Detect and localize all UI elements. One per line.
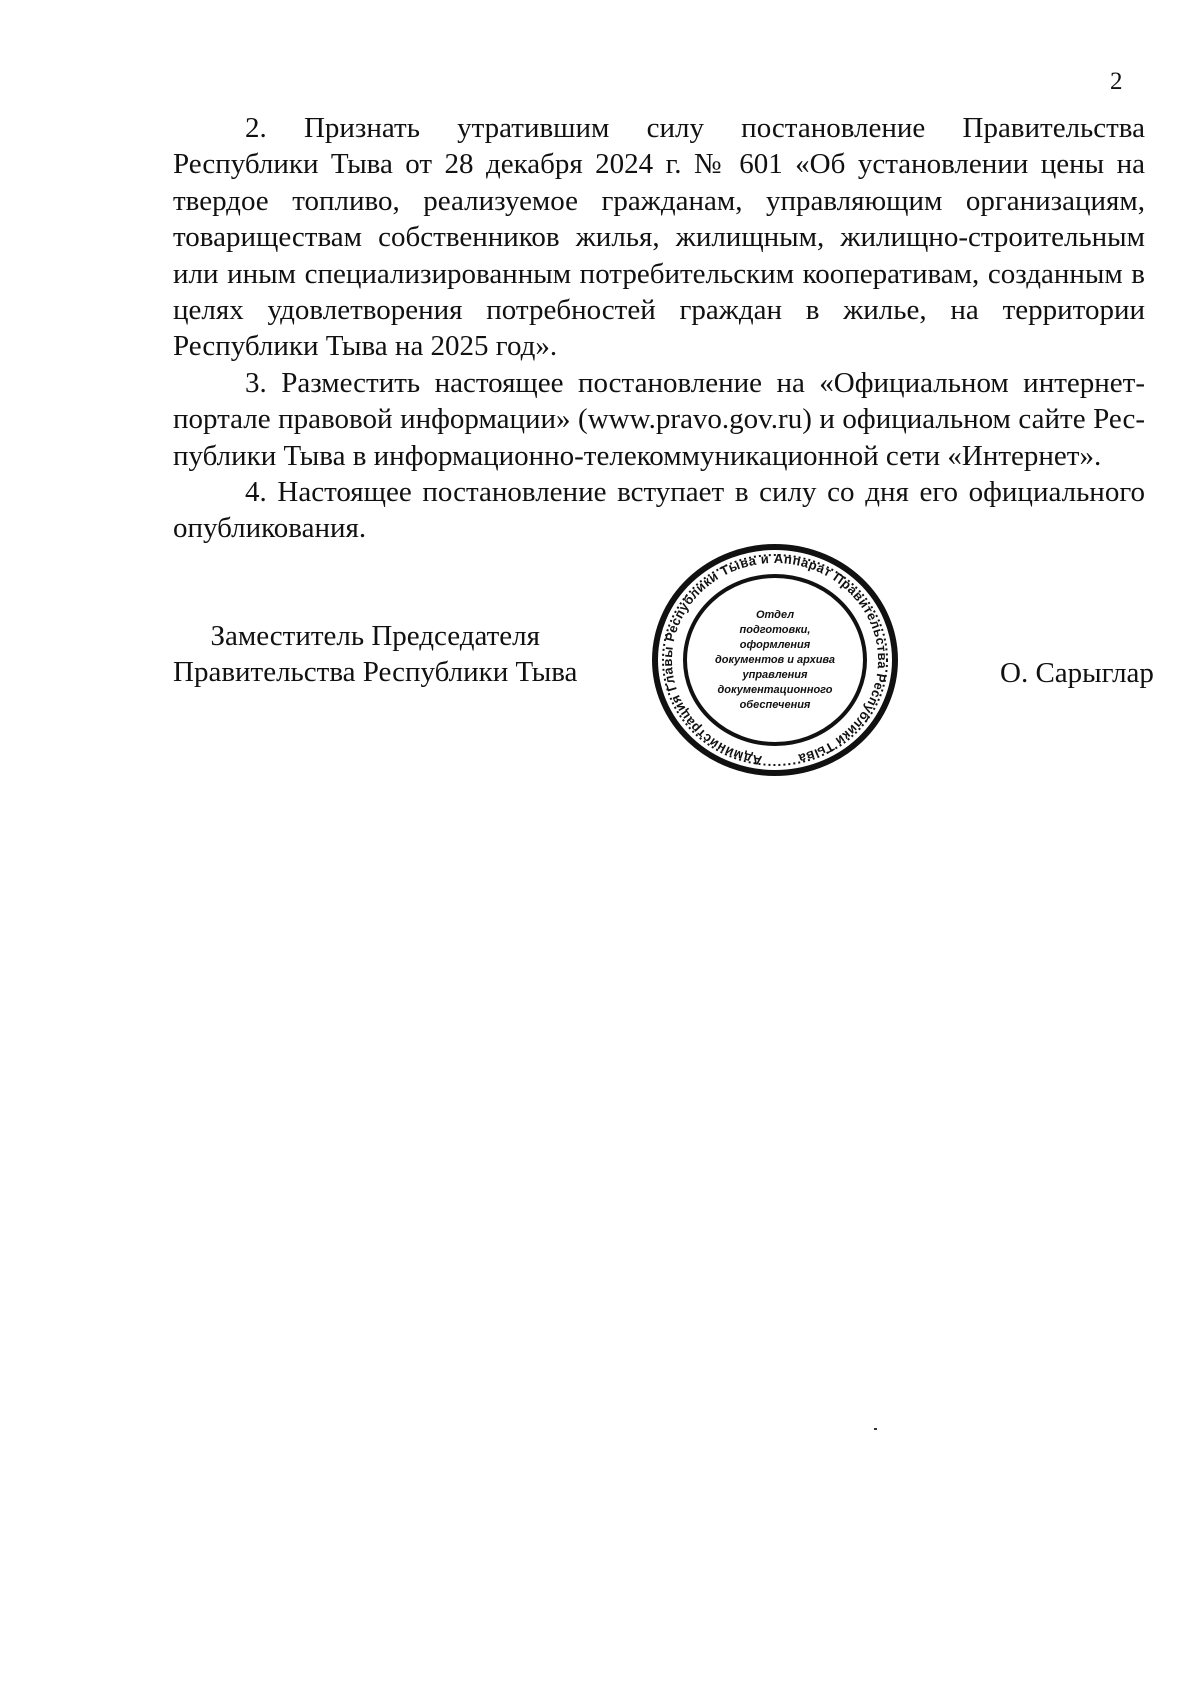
signatory-position: [173, 618, 577, 690]
svg-text:документационного: документационного: [717, 684, 833, 696]
paragraph-2: 2. Признать утратившим силу постановление Правительства Республики Тыва от 28 декабря 2024 г. № 601 «Об установлении цены на твердое топливо, реализуемое гражданам, управляющим организациям, товариществам собственников жилья, жилищным, жилищно-строительным или иным специализированным потребительским кооперативам, созданным в целях удовлетворения потребностей граждан в жилье, на территории Республики Тыва на 2025 год».: [173, 112, 1145, 363]
official-seal: [640, 540, 910, 780]
svg-text:подготовки,: подготовки,: [739, 624, 811, 636]
svg-text:оформления: оформления: [739, 639, 811, 651]
document-body: [173, 110, 1145, 547]
signatory-name: О. Сарыглар: [1000, 657, 1154, 689]
svg-text:обеспечения: обеспечения: [739, 699, 811, 711]
seal-ring-text: Администрация Главы Республики Тыва и Аппарат Правительства Республики Тыва: [659, 550, 891, 769]
signatory-position-line-2: Правительства Республики Тыва: [173, 656, 578, 688]
paragraph-3: 3. Разместить настоящее постановление на «Официальном интернет-портале правовой информации» (www.pravo.gov.ru) и официальном сайте Республики Тыва в информационно-телекоммуникационной сети «Интернет».: [173, 366, 1145, 472]
svg-text:управления: управления: [742, 669, 808, 681]
svg-text:Отдел: Отдел: [755, 609, 795, 621]
signatory-position-line-1: Заместитель Председателя: [210, 620, 540, 652]
svg-text:документов и архива: документов и архива: [714, 654, 836, 666]
paragraph-4: 4. Настоящее постановление вступает в силу со дня его официального опубликования.: [173, 476, 1145, 545]
scan-speck: [874, 1428, 877, 1430]
seal-center-text: [715, 609, 835, 711]
page-number: 2: [1110, 68, 1123, 95]
